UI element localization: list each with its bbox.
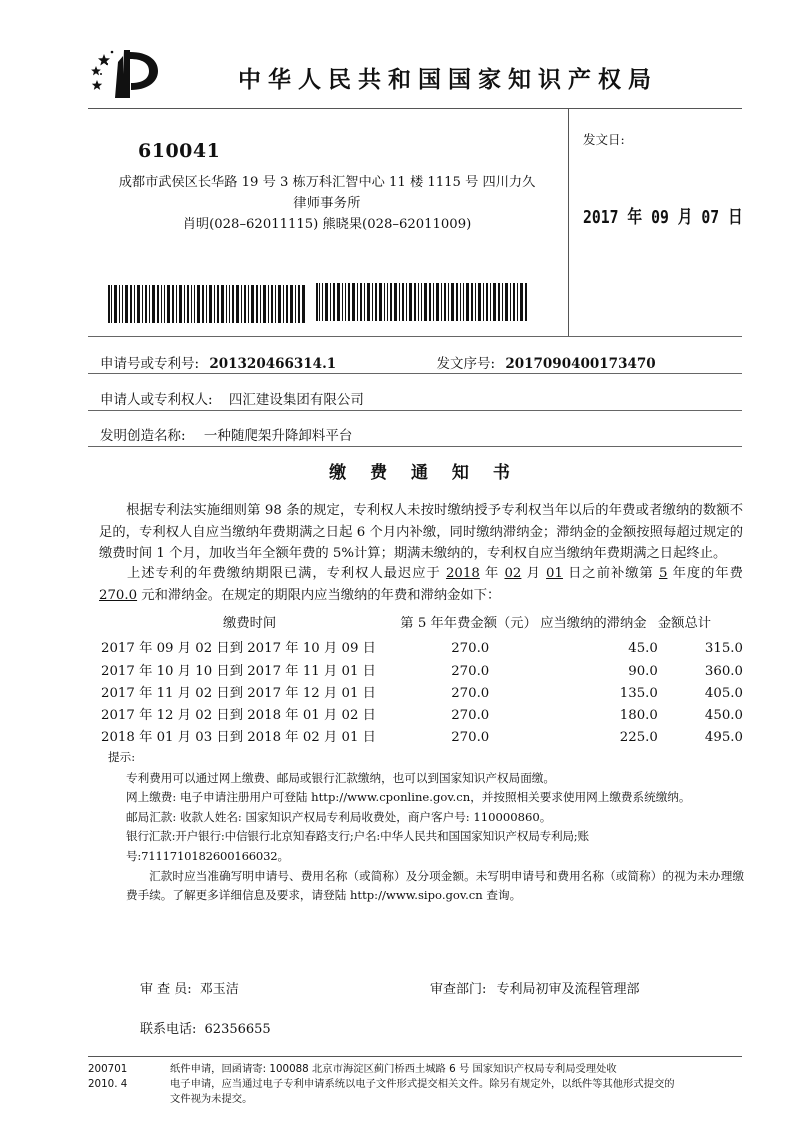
masthead bbox=[88, 46, 742, 108]
cell-annual-fee: 270.0 bbox=[451, 663, 490, 679]
cell-late-fee: 90.0 bbox=[628, 663, 658, 679]
applicant-label: 申请人或专利权人: bbox=[100, 392, 213, 408]
invention-title-label: 发明创造名称: bbox=[100, 428, 186, 444]
para2-deadline-year: 2018 bbox=[445, 566, 480, 581]
header-period: 缴费时间 bbox=[223, 616, 277, 632]
paragraph-payment-deadline bbox=[99, 563, 743, 606]
cell-annual-fee: 270.0 bbox=[451, 685, 490, 701]
cell-late-fee: 225.0 bbox=[619, 730, 658, 746]
serial-number-label: 发文序号: bbox=[436, 356, 496, 372]
rule-above-applicant bbox=[88, 373, 742, 374]
footer-electronic-filing-cont: 文件视为未提交。 bbox=[170, 1093, 253, 1105]
cell-period: 2017 年 12 月 02 日到 2018 年 01 月 02 日 bbox=[101, 708, 376, 724]
invention-title-row bbox=[100, 424, 352, 444]
para2-sep-day: 日之前补缴第 bbox=[562, 566, 659, 581]
serial-number-value: 2017090400173470 bbox=[505, 356, 656, 372]
fee-table-header-row bbox=[99, 613, 743, 638]
header-vertical-divider bbox=[568, 108, 569, 336]
para2-deadline-day: 01 bbox=[546, 566, 563, 581]
cell-late-fee: 45.0 bbox=[628, 641, 658, 657]
note-remittance-requirements-text: 汇款时应当准确写明申请号、费用名称（或简称）及分项金额。未写明申请号和费用名称（或简称）的视为未办理缴费手续。了解更多详细信息及要求，请登陆 http://www.sipo.gov.cn 查询。 bbox=[126, 868, 744, 903]
cell-period: 2017 年 11 月 02 日到 2017 年 12 月 01 日 bbox=[101, 685, 376, 701]
examiner-label: 审 查 员: bbox=[140, 982, 192, 997]
footer-code-1: 200701 bbox=[88, 1063, 128, 1075]
notes-heading: 提示: bbox=[108, 750, 136, 764]
para2-deadline-month: 02 bbox=[504, 566, 522, 581]
table-row bbox=[99, 682, 743, 704]
footer-instructions bbox=[170, 1062, 748, 1107]
paragraph-legal-basis bbox=[99, 500, 743, 565]
postcode: 610041 bbox=[138, 140, 221, 162]
document-title: 缴 费 通 知 书 bbox=[329, 463, 519, 483]
header-late-fee: 应当缴纳的滞纳金 bbox=[540, 616, 647, 632]
addressee-address bbox=[96, 172, 558, 235]
cell-late-fee: 180.0 bbox=[619, 708, 658, 724]
note-online-payment: 网上缴费: 电子申请注册用户可登陆 http://www.cponline.gov.cn，并按照相关要求使用网上缴费系统缴纳。 bbox=[126, 790, 691, 805]
footer-form-codes bbox=[88, 1062, 160, 1092]
department-label: 审查部门: bbox=[430, 982, 487, 997]
barcode-serial-number bbox=[316, 283, 528, 321]
department-field bbox=[430, 978, 640, 997]
application-number-value: 201320466314.1 bbox=[209, 356, 337, 372]
fee-table-body bbox=[99, 638, 743, 749]
table-row bbox=[99, 660, 743, 682]
barcode-application-number bbox=[108, 285, 306, 323]
address-line-1: 成都市武侯区长华路 19 号 3 栋万科汇智中心 11 楼 1115 号 四川力久 bbox=[118, 175, 536, 190]
rule-below-invention bbox=[88, 446, 742, 447]
applicant-value: 四汇建设集团有限公司 bbox=[228, 392, 364, 408]
cell-annual-fee: 270.0 bbox=[451, 730, 490, 746]
footer-paper-filing: 纸件申请，回函请寄: 100088 北京市海淀区蓟门桥西土城路 6 号 国家知识产权局专利局受理处收 bbox=[170, 1063, 617, 1075]
cell-period: 2017 年 10 月 10 日到 2017 年 11 月 01 日 bbox=[101, 663, 376, 679]
table-row bbox=[99, 705, 743, 727]
cell-late-fee: 135.0 bbox=[619, 685, 658, 701]
application-number-row bbox=[100, 352, 656, 372]
rule-above-app-number bbox=[88, 336, 742, 337]
table-row bbox=[99, 638, 743, 660]
address-line-2: 律师事务所 bbox=[293, 196, 361, 211]
contact-phone-value: 62356655 bbox=[204, 1022, 271, 1037]
invention-title-value: 一种随爬架升降卸料平台 bbox=[203, 428, 353, 444]
cell-period: 2018 年 01 月 03 日到 2018 年 02 月 01 日 bbox=[101, 730, 376, 746]
para2-annual-fee-amount: 270.0 bbox=[99, 587, 138, 603]
para2-suffix: 元和滞纳金。在规定的期限内应当缴纳的年费和滞纳金如下： bbox=[137, 587, 501, 603]
payment-notes bbox=[108, 748, 744, 906]
para2-fee-year-ordinal: 5 bbox=[658, 566, 668, 581]
note-remittance-requirements bbox=[108, 867, 744, 906]
department-value: 专利局初审及流程管理部 bbox=[496, 982, 640, 997]
header-total: 金额总计 bbox=[657, 616, 712, 632]
cnipa-p-stars-logo-icon bbox=[88, 48, 162, 106]
paragraph-legal-basis-text: 根据专利法实施细则第 98 条的规定，专利权人未按时缴纳授予专利权当年以后的年费或者缴纳的数额不足的，专利权人自应当缴纳年费期满之日起 6 个月内补缴，同时缴纳滞纳金；滞纳金的金额按照每超过规定的缴费时间 1 个月，加收当年全额年费的 5%计算；期满未缴纳的，专利权自应当缴纳年费期满之日起终止。 bbox=[99, 503, 743, 561]
issue-date-value: 2017 年 09 月 07 日 bbox=[583, 207, 743, 228]
cell-period: 2017 年 09 月 02 日到 2017 年 10 月 09 日 bbox=[101, 641, 376, 657]
cell-annual-fee: 270.0 bbox=[451, 641, 490, 657]
note-bank-remittance: 银行汇款:开户银行:中信银行北京知春路支行;户名:中华人民共和国国家知识产权局专利局;账号:7111710182600166032。 bbox=[126, 829, 589, 863]
application-number-label: 申请号或专利号: bbox=[100, 356, 200, 372]
examiner-value: 邓玉洁 bbox=[199, 982, 239, 997]
footer-electronic-filing: 电子申请，应当通过电子专利申请系统以电子文件形式提交相关文件。除另有规定外，以纸件等其他形式提交的 bbox=[170, 1078, 675, 1090]
fee-schedule-table bbox=[99, 613, 743, 749]
footer-code-2: 2010. 4 bbox=[88, 1078, 128, 1090]
para2-prefix: 上述专利的年费缴纳期限已满，专利权人最迟应于 bbox=[126, 566, 446, 581]
addressee-contacts: 肖明(028–62011115) 熊晓果(028–62011009) bbox=[182, 217, 472, 232]
note-payment-channels: 专利费用可以通过网上缴费、邮局或银行汇款缴纳，也可以到国家知识产权局面缴。 bbox=[126, 770, 555, 785]
table-row bbox=[99, 727, 743, 749]
examiner-field bbox=[140, 978, 239, 997]
cell-total: 450.0 bbox=[704, 708, 743, 724]
para2-sep-ordinal: 年度的年费 bbox=[667, 566, 743, 581]
rule-under-masthead bbox=[88, 108, 742, 109]
footer-rule bbox=[88, 1056, 742, 1057]
fee-table-head bbox=[99, 613, 743, 638]
cell-total: 315.0 bbox=[704, 641, 743, 657]
applicant-row bbox=[100, 388, 364, 408]
org-title: 中华人民共和国国家知识产权局 bbox=[238, 66, 658, 93]
note-postal-remittance: 邮局汇款: 收款人姓名: 国家知识产权局专利局收费处，商户客户号: 110000860。 bbox=[126, 809, 552, 824]
issue-date-label: 发文日: bbox=[583, 132, 625, 147]
header-annual-fee: 第 5 年年费金额（元） bbox=[400, 616, 537, 632]
cell-total: 360.0 bbox=[704, 663, 743, 679]
contact-phone-field bbox=[140, 1018, 271, 1037]
rule-above-invention bbox=[88, 410, 742, 411]
cell-total: 405.0 bbox=[704, 685, 743, 701]
contact-phone-label: 联系电话: bbox=[140, 1022, 197, 1037]
cell-annual-fee: 270.0 bbox=[451, 708, 490, 724]
para2-sep-year: 年 bbox=[479, 566, 505, 581]
cell-total: 495.0 bbox=[704, 730, 743, 746]
para2-sep-month: 月 bbox=[521, 566, 547, 581]
